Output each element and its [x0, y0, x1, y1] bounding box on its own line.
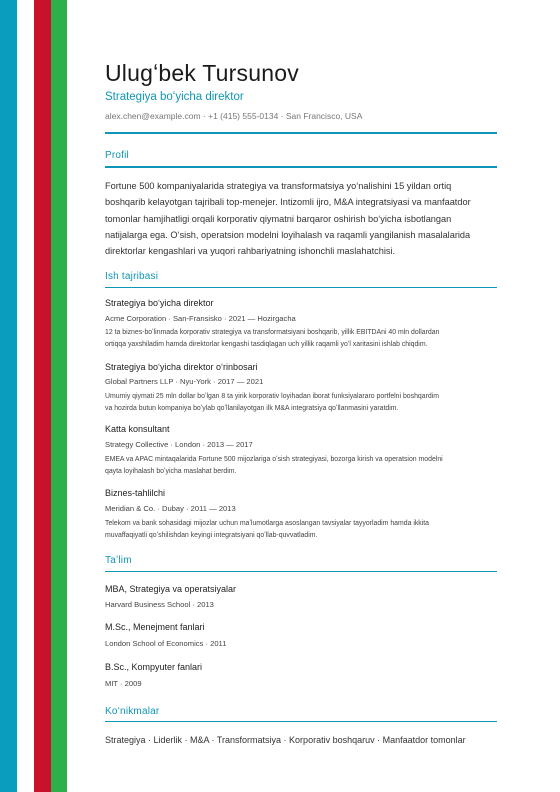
degree-meta: MIT · 2009 [105, 679, 142, 688]
job-title: Strategiya boʻyicha direktor [105, 298, 214, 308]
profile-line: boshqarib kelayotgan tajribali top-menejer. Intizomli ijro, M&A integratsiyasi va manfaatdor [105, 197, 471, 208]
job-description [105, 327, 497, 350]
flag-stripe-red [34, 0, 51, 792]
section-heading-profile: Profil [105, 150, 129, 161]
profile-line: natijalarga ega. Oʻsish, operatsion modelni loyihalash va raqamli yangilanish masalalarida [105, 229, 471, 240]
flag-stripe-blue [0, 0, 17, 792]
job-description-line: Telekom va bank sohasidagi mijozlar uchun maʼlumotlarga asoslangan tavsiyalar tayyorladim hamda ikkita [105, 520, 430, 527]
section-heading-skills: Koʻnikmalar [105, 706, 160, 717]
divider [105, 132, 497, 134]
divider [105, 571, 497, 572]
divider [105, 287, 497, 288]
divider [105, 166, 497, 168]
job-meta: Strategy Collective · London · 2013 — 2017 [105, 440, 253, 449]
profile-summary [105, 178, 497, 259]
divider [105, 721, 497, 722]
profile-line: tomonlar hamjihatligi orqali korporativ qiymatni barqaror oshirish boʻyicha isbotlangan [105, 213, 452, 224]
job-description-line: Umumiy qiymati 25 mln dollar boʻlgan 8 ta yirik korporativ loyihadan iborat funksiyalararo portfelni boshqardim [105, 393, 439, 400]
job-role: Strategiya boʻyicha direktor [105, 91, 244, 103]
job-title: Strategiya boʻyicha direktor oʻrinbosari [105, 362, 258, 372]
section-heading-experience: Ish tajribasi [105, 271, 159, 282]
flag-stripe-green [51, 0, 67, 792]
skills-list: Strategiya · Liderlik · M&A · Transformatsiya · Korporativ boshqaruv · Manfaatdor tomonlar [105, 735, 466, 745]
job-title: Biznes-tahlilchi [105, 488, 166, 498]
degree-title: B.Sc., Kompyuter fanlari [105, 662, 203, 672]
job-description [105, 391, 497, 414]
job-description-line: muvaffaqiyatli qoʻshilishdan keyingi integratsiyani qoʻllab-quvvatladim. [105, 531, 318, 539]
job-description [105, 454, 497, 477]
job-description [105, 518, 497, 541]
degree-meta: London School of Economics · 2011 [105, 639, 227, 648]
profile-line: direktorlar kengashlari va yuqori rahbariyatning ishonchli maslahatchisi. [105, 246, 396, 257]
job-meta: Acme Corporation · San-Fransisko · 2021 — Hozirgacha [105, 314, 296, 323]
job-description-line: 12 ta biznes-boʻlinmada korporativ strategiya va transformatsiyani boshqarib, yillik EBITDAni 40 mln dollardan [105, 329, 440, 336]
job-description-line: EMEA va APAC mintaqalarida Fortune 500 mijozlariga oʻsish strategiyasi, bozorga kirish va operatsion modelni [105, 456, 443, 463]
profile-line: Fortune 500 kompaniyalarida strategiya va transformatsiya yoʻnalishini 15 yildan ortiq [105, 181, 452, 191]
job-description-line: va hozirda butun kompaniya boʻylab qoʻllanilayotgan ilk M&A integratsiya qoʻllanmasini yaratdim. [105, 404, 399, 412]
section-heading-education: Taʼlim [105, 555, 132, 566]
person-name: Ulugʻbek Tursunov [105, 60, 299, 86]
job-description-line: ortiqqa yaxshiladim hamda direktorlar kengashi tasdiqlagan uch yillik raqamli yoʻl xaritasini ishlab chiqdim. [105, 340, 428, 348]
job-meta: Meridian & Co. · Dubay · 2011 — 2013 [105, 504, 236, 513]
job-title: Katta konsultant [105, 424, 170, 434]
job-meta: Global Partners LLP · Nyu-York · 2017 — 2021 [105, 377, 264, 386]
job-description-line: qayta loyihalash boʻyicha maslahat berdim. [105, 467, 237, 475]
degree-title: M.Sc., Menejment fanlari [105, 622, 205, 632]
degree-title: MBA, Strategiya va operatsiyalar [105, 584, 237, 594]
contact-line: alex.chen@example.com · +1 (415) 555-0134 · San Francisco, USA [105, 111, 363, 121]
flag-stripe-white [17, 0, 34, 792]
degree-meta: Harvard Business School · 2013 [105, 600, 214, 609]
